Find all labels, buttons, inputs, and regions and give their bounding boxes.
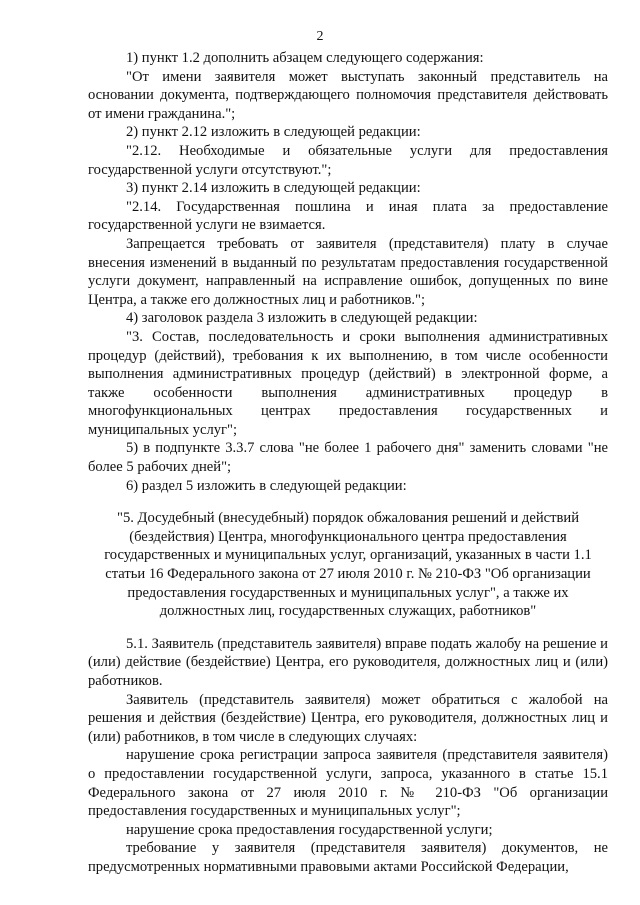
- paragraph-2: "От имени заявителя может выступать законный представитель на основании документа, подтверждающего полномочия представителя действовать от имени гражданина.";: [88, 68, 608, 122]
- document-body: [88, 49, 608, 877]
- paragraph-1: 1) пункт 1.2 дополнить абзацем следующего содержания:: [126, 50, 484, 66]
- paragraph-5: 3) пункт 2.14 изложить в следующей редакции:: [126, 180, 421, 197]
- paragraph-10: 5) в подпункте 3.3.7 слова "не более 1 рабочего дня" заменить словами "не более 5 рабочих дней";: [88, 440, 608, 476]
- section-paragraph-2: Заявитель (представитель заявителя) может обратиться с жалобой на решения и действия (бездействие) Центра, его руководителя, должностных лиц и (или) работников, в том числе в следующих случаях:: [88, 691, 608, 745]
- section-paragraph-3: нарушение срока регистрации запроса заявителя (представителя заявителя) о предоставлении государственной услуги, запроса, указанного в статье 15.1 Федерального закона от 27 июля 2010 г. № 210-ФЗ "Об организации предоставления государственных и муниципальных услуг";: [88, 747, 608, 820]
- section-paragraph-4: нарушение срока предоставления государственной услуги;: [126, 821, 493, 838]
- paragraph-4: "2.12. Необходимые и обязательные услуги для предоставления государственной услуги отсутствуют.";: [88, 142, 608, 178]
- paragraph-7: Запрещается требовать от заявителя (представителя) плату в случае внесения изменений в выданный по результатам предоставления государственной услуги документ, направленный на исправление ошибок, допущенных по вине Центра, а также его должностных лиц и работников.";: [88, 235, 608, 308]
- paragraph-8: 4) заголовок раздела 3 изложить в следующей редакции:: [126, 310, 478, 327]
- paragraph-6: "2.14. Государственная пошлина и иная плата за предоставление государственной услуги не взимается.: [88, 198, 608, 234]
- section-5-heading: "5. Досудебный (внесудебный) порядок обжалования решений и действий (бездействия) Центра, многофункционального центра предоставления государственных и муниципальных услуг, организаций, указанных в части 1.1 статьи 16 Федерального закона от 27 июля 2010 г. № 210-ФЗ "Об организации предоставления государственных и муниципальных услуг", а также их должностных лиц, государственных служащих, работников": [104, 510, 592, 620]
- section-paragraph-1: 5.1. Заявитель (представитель заявителя) вправе подать жалобу на решение и (или) действие (бездействие) Центра, его руководителя, должностных лиц и (или) работников.: [88, 635, 608, 689]
- paragraph-11: 6) раздел 5 изложить в следующей редакции:: [126, 477, 407, 494]
- paragraph-9: "3. Состав, последовательность и сроки выполнения административных процедур (действий), требования к их выполнению, в том числе особенности выполнения административных процедур (действий) в электронной форме, а также особенности выполнения административных процедур в многофункциональных центрах предоставления государственных и муниципальных услуг";: [88, 328, 608, 438]
- section-paragraph-5: требование у заявителя (представителя заявителя) документов, не предусмотренных нормативными правовыми актами Российской Федерации,: [88, 840, 608, 875]
- paragraph-3: 2) пункт 2.12 изложить в следующей редакции:: [126, 124, 421, 141]
- page-number: 2: [316, 29, 324, 44]
